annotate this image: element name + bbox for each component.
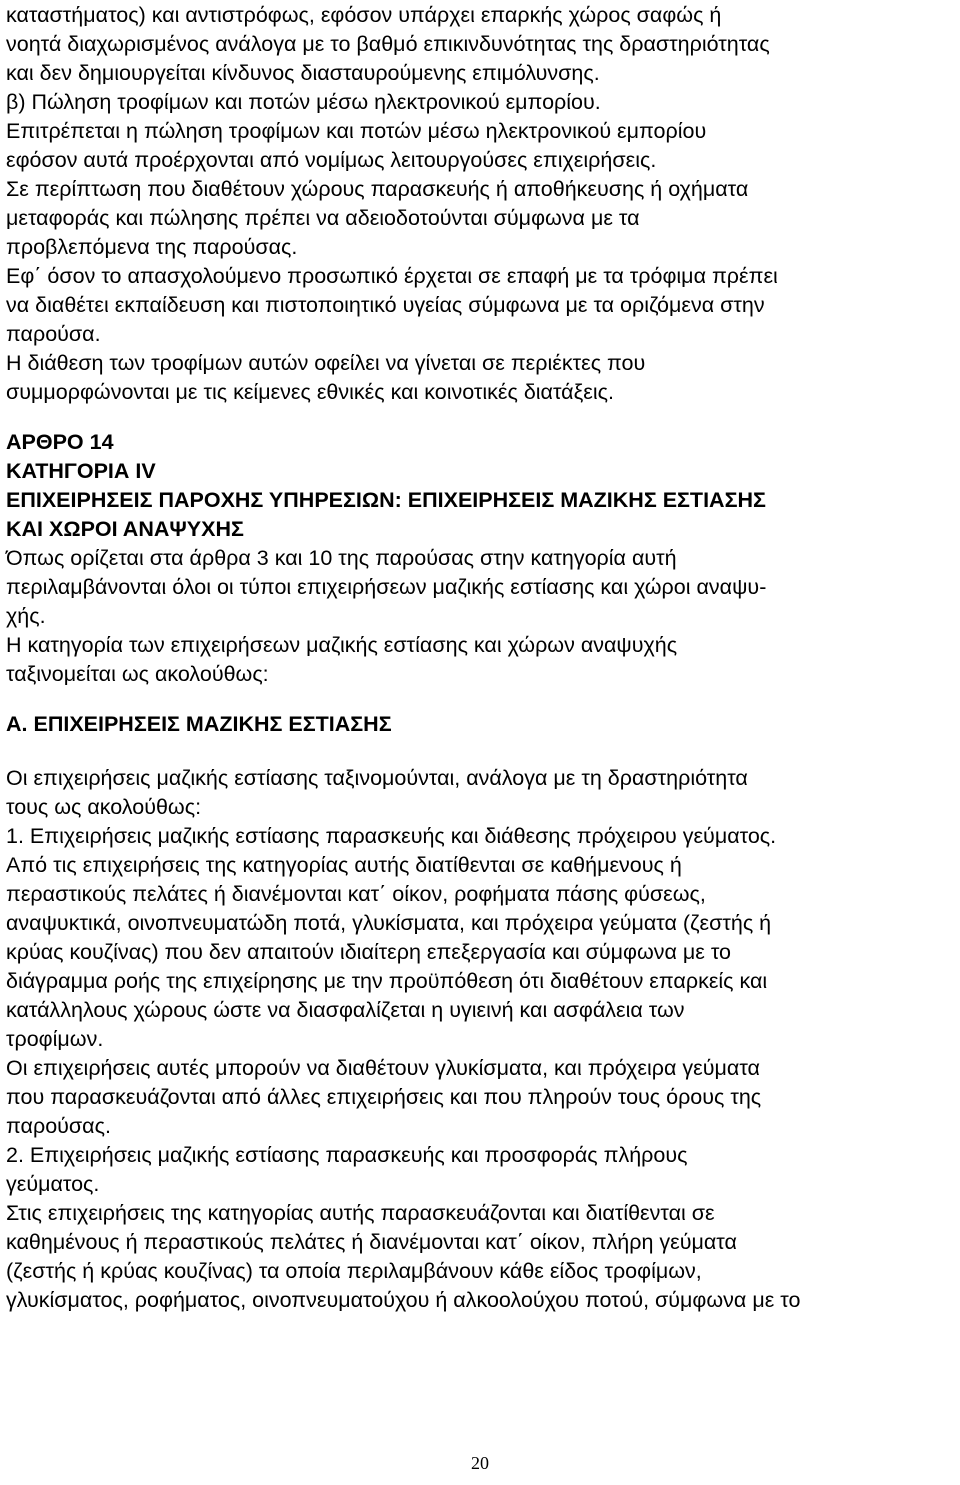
text-line: Σε περίπτωση που διαθέτουν χώρους παρασκευής ή αποθήκευσης ή οχήματα <box>6 177 749 201</box>
document-page <box>6 1 956 1315</box>
text-line: γεύματος. <box>6 1172 100 1196</box>
spacer <box>6 739 956 764</box>
text-line: Εφ΄ όσον το απασχολούμενο προσωπικό έρχεται σε επαφή με τα τρόφιμα πρέπει <box>6 264 778 288</box>
text-line: χής. <box>6 604 46 628</box>
text-line: Η διάθεση των τροφίμων αυτών οφείλει να γίνεται σε περιέκτες που <box>6 351 646 375</box>
text-line: 2. Επιχειρήσεις μαζικής εστίασης παρασκευής και προσφοράς πλήρους <box>6 1143 688 1167</box>
text-line: καθημένους ή περαστικούς πελάτες ή διανέμονται κατ΄ οίκον, πλήρη γεύματα <box>6 1230 737 1254</box>
text-line: αναψυκτικά, οινοπνευματώδη ποτά, γλυκίσματα, και πρόχειρα γεύματα (ζεστής ή <box>6 911 772 935</box>
text-line: τροφίμων. <box>6 1027 104 1051</box>
spacer <box>6 689 956 710</box>
text-line: Η κατηγορία των επιχειρήσεων μαζικής εστίασης και χώρων αναψυχής <box>6 633 678 657</box>
text-line: 1. Επιχειρήσεις μαζικής εστίασης παρασκευής και διάθεσης πρόχειρου γεύματος. <box>6 824 777 848</box>
text-line: Οι επιχειρήσεις μαζικής εστίασης ταξινομούνται, ανάλογα με τη δραστηριότητα <box>6 766 748 790</box>
text-line: Όπως ορίζεται στα άρθρα 3 και 10 της παρούσας στην κατηγορία αυτή <box>6 546 677 570</box>
article-number: ΑΡΘΡΟ 14 <box>6 430 114 454</box>
text-line: εφόσον αυτά προέρχονται από νομίμως λειτουργούσες επιχειρήσεις. <box>6 148 657 172</box>
text-line: κρύας κουζίνας) που δεν απαιτούν ιδιαίτερη επεξεργασία και σύμφωνα με το <box>6 940 732 964</box>
text-line: διάγραμμα ροής της επιχείρησης με την προϋπόθεση ότι διαθέτουν επαρκείς και <box>6 969 768 993</box>
text-line: κατάλληλους χώρους ώστε να διασφαλίζεται η υγιεινή και ασφάλεια των <box>6 998 685 1022</box>
text-line: παρούσα. <box>6 322 101 346</box>
section-a-heading: Α. ΕΠΙΧΕΙΡΗΣΕΙΣ ΜΑΖΙΚΗΣ ΕΣΤΙΑΣΗΣ <box>6 712 392 736</box>
text-line: περιλαμβάνονται όλοι οι τύποι επιχειρήσεων μαζικής εστίασης και χώροι αναψυ- <box>6 575 767 599</box>
paragraph-block-category <box>6 544 956 689</box>
text-line: να διαθέτει εκπαίδευση και πιστοποιητικό υγείας σύμφωνα με τα οριζόμενα στην <box>6 293 765 317</box>
spacer <box>6 407 956 428</box>
text-line: που παρασκευάζονται από άλλες επιχειρήσεις και που πληρούν τους όρους της <box>6 1085 762 1109</box>
text-line: γλυκίσματος, ροφήματος, οινοπνευματούχου ή αλκοολούχου ποτού, σύμφωνα με το <box>6 1288 801 1312</box>
text-line: β) Πώληση τροφίμων και ποτών μέσω ηλεκτρονικού εμπορίου. <box>6 90 601 114</box>
article-title-line-1: ΕΠΙΧΕΙΡΗΣΕΙΣ ΠΑΡΟΧΗΣ ΥΠΗΡΕΣΙΩΝ: ΕΠΙΧΕΙΡΗΣΕΙΣ ΜΑΖΙΚΗΣ ΕΣΤΙΑΣΗΣ <box>6 488 766 512</box>
text-line: τους ως ακολούθως: <box>6 795 202 819</box>
text-line: προβλεπόμενα της παρούσας. <box>6 235 298 259</box>
text-line: ταξινομείται ως ακολούθως: <box>6 662 269 686</box>
text-line: Στις επιχειρήσεις της κατηγορίας αυτής παρασκευάζονται και διατίθενται σε <box>6 1201 715 1225</box>
text-line: παρούσας. <box>6 1114 111 1138</box>
text-line: Από τις επιχειρήσεις της κατηγορίας αυτής διατίθενται σε καθήμενους ή <box>6 853 682 877</box>
paragraph-block-intro <box>6 1 956 407</box>
article-category: ΚΑΤΗΓΟΡΙΑ ΙV <box>6 459 156 483</box>
paragraph-block-section-a <box>6 764 956 1315</box>
text-line: (ζεστής ή κρύας κουζίνας) τα οποία περιλαμβάνουν κάθε είδος τροφίμων, <box>6 1259 702 1283</box>
page-number: 20 <box>471 1453 489 1473</box>
text-line: περαστικούς πελάτες ή διανέμονται κατ΄ οίκον, ροφήματα πάσης φύσεως, <box>6 882 706 906</box>
text-line: και δεν δημιουργείται κίνδυνος διασταυρούμενης επιμόλυνσης. <box>6 61 600 85</box>
text-line: Επιτρέπεται η πώληση τροφίμων και ποτών μέσω ηλεκτρονικού εμπορίου <box>6 119 707 143</box>
text-line: νοητά διαχωρισμένος ανάλογα με το βαθμό επικινδυνότητας της δραστηριότητας <box>6 32 770 56</box>
article-heading <box>6 428 956 544</box>
text-line: μεταφοράς και πώλησης πρέπει να αδειοδοτούνται σύμφωνα με τα <box>6 206 640 230</box>
article-title-line-2: ΚΑΙ ΧΩΡΟΙ ΑΝΑΨΥΧΗΣ <box>6 517 244 541</box>
text-line: Οι επιχειρήσεις αυτές μπορούν να διαθέτουν γλυκίσματα, και πρόχειρα γεύματα <box>6 1056 760 1080</box>
text-line: καταστήματος) και αντιστρόφως, εφόσον υπάρχει επαρκής χώρος σαφώς ή <box>6 3 722 27</box>
text-line: συμμορφώνονται με τις κείμενες εθνικές και κοινοτικές διατάξεις. <box>6 380 614 404</box>
